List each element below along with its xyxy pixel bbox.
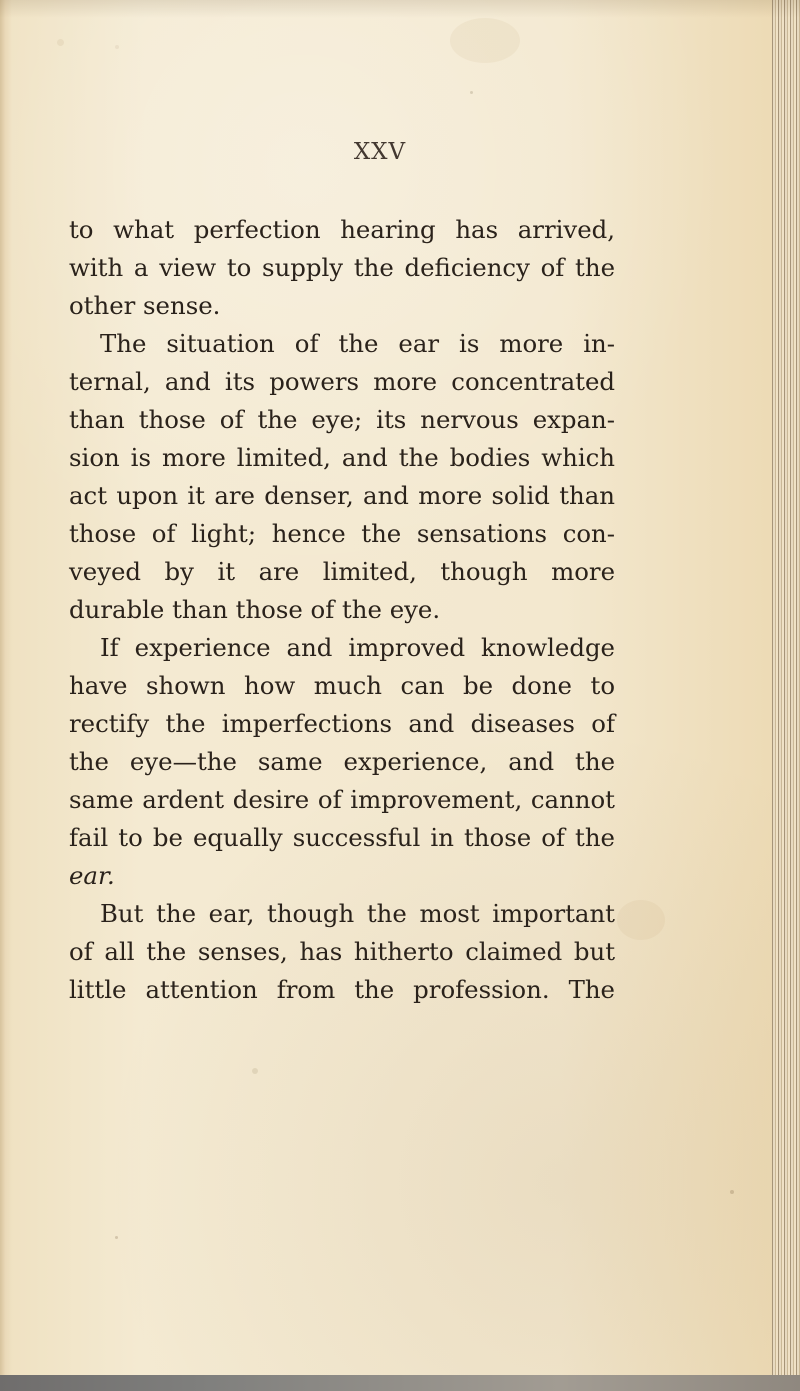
text-line: The situation of the ear is more in-: [100, 329, 615, 358]
text-line: other sense.: [69, 291, 221, 320]
text-line: veyed by it are limited, though more: [69, 557, 615, 586]
text-line: to what perfection hearing has arrived,: [69, 215, 615, 244]
paper-speck: [252, 1068, 258, 1074]
text-line: But the ear, though the most important: [100, 899, 615, 928]
text-line: than those of the eye; its nervous expan-: [69, 405, 615, 434]
text-line: ear.: [69, 861, 115, 890]
left-page-edge: [0, 0, 12, 1391]
text-line: with a view to supply the deficiency of the: [69, 253, 615, 282]
text-line: little attention from the profession. The: [69, 975, 615, 1004]
text-line: of all the senses, has hitherto claimed but: [69, 937, 615, 966]
text-line: same ardent desire of improvement, cannot: [69, 785, 615, 814]
text-line: durable than those of the eye.: [69, 595, 441, 624]
paper-stain: [617, 900, 665, 940]
paper-speck: [57, 39, 64, 46]
paper-speck: [470, 91, 473, 94]
text-line: fail to be equally successful in those of the: [69, 823, 615, 852]
text-line: ternal, and its powers more concentrated: [69, 367, 615, 396]
page-running-head: XXV: [353, 139, 407, 165]
top-page-shadow: [0, 0, 800, 18]
paper-speck: [730, 1190, 734, 1194]
text-line: have shown how much can be done to: [69, 671, 615, 700]
text-line: sion is more limited, and the bodies which: [69, 443, 615, 472]
text-line: act upon it are denser, and more solid than: [69, 481, 615, 510]
paper-speck: [115, 45, 119, 49]
paper-stain: [450, 18, 520, 63]
text-line: those of light; hence the sensations con-: [69, 519, 615, 548]
bottom-page-edge: [0, 1375, 800, 1391]
text-line: If experience and improved knowledge: [100, 633, 615, 662]
page-text-block: [69, 211, 615, 1009]
right-page-edge: [772, 0, 800, 1391]
paper-speck: [115, 1236, 118, 1239]
text-line: the eye—the same experience, and the: [69, 747, 615, 776]
text-line: rectify the imperfections and diseases of: [69, 709, 615, 738]
